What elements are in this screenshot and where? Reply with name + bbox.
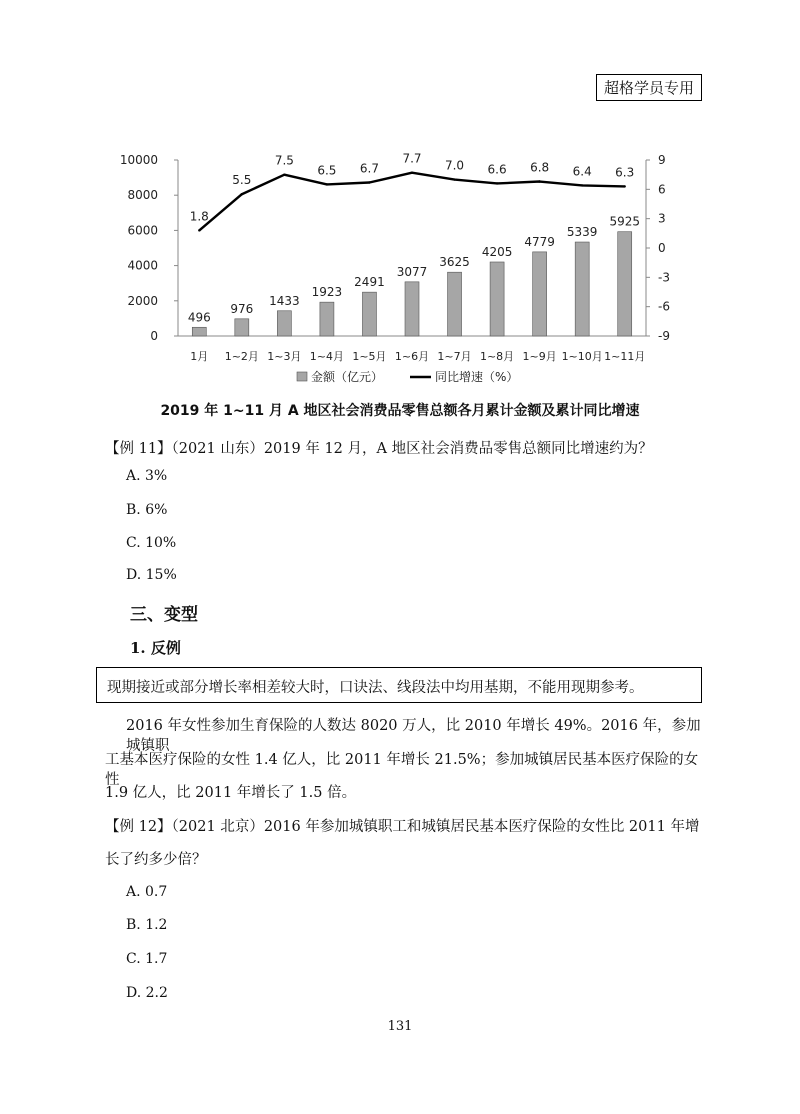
line-data-label: 6.5 bbox=[317, 163, 337, 178]
q11-option-d: D. 15% bbox=[126, 567, 177, 583]
q11-option-a: A. 3% bbox=[126, 468, 168, 484]
bar bbox=[320, 302, 334, 336]
section-heading: 三、变型 bbox=[130, 605, 198, 625]
right-tick-label: 3 bbox=[658, 211, 666, 226]
x-tick-label: 1~2月 bbox=[224, 350, 259, 363]
bar-data-label: 3625 bbox=[439, 255, 470, 270]
legend-bar-swatch bbox=[297, 372, 307, 381]
x-tick-label: 1~9月 bbox=[522, 350, 557, 363]
bar bbox=[192, 327, 206, 336]
left-tick-label: 8000 bbox=[127, 188, 158, 203]
line-data-label: 7.7 bbox=[402, 151, 422, 166]
passage-line-3: 1.9 亿人，比 2011 年增长了 1.5 倍。 bbox=[105, 785, 357, 801]
right-tick-label: 9 bbox=[658, 153, 666, 167]
x-tick-label: 1~7月 bbox=[437, 350, 472, 363]
left-tick-label: 6000 bbox=[127, 223, 158, 238]
line-point bbox=[411, 172, 413, 174]
bar bbox=[362, 292, 376, 336]
x-tick-label: 1~8月 bbox=[479, 350, 515, 363]
line-point bbox=[624, 185, 626, 187]
left-tick-label: 2000 bbox=[127, 293, 158, 308]
line-point bbox=[198, 229, 200, 231]
bar bbox=[448, 272, 462, 336]
q12-option-d: D. 2.2 bbox=[126, 985, 168, 1001]
line-data-label: 6.7 bbox=[359, 161, 380, 176]
passage-line-1: 2016 年女性参加生育保险的人数达 8020 万人，比 2010 年增长 49%。2016 年，参加城镇职 bbox=[126, 718, 701, 754]
question-12-line-2: 长了约多少倍？ bbox=[105, 852, 207, 868]
x-tick-label: 1~10月 bbox=[561, 350, 603, 363]
q11-option-c: C. 10% bbox=[126, 535, 177, 551]
bar bbox=[618, 232, 632, 336]
line-data-label: 7.5 bbox=[274, 153, 294, 168]
left-tick-label: 10000 bbox=[119, 153, 158, 167]
q11-option-b: B. 6% bbox=[126, 502, 168, 518]
left-tick-label: 4000 bbox=[127, 258, 158, 273]
passage-line-2: 工基本医疗保险的女性 1.4 亿人，比 2011 年增长 21.5%；参加城镇居民基本医疗保险的女性 bbox=[105, 752, 699, 788]
question-11-stem: 【例 11】（2021 山东）2019 年 12 月，A 地区社会消费品零售总额同比增速约为？ bbox=[105, 441, 653, 457]
x-tick-label: 1~5月 bbox=[352, 350, 387, 363]
bar bbox=[405, 282, 419, 336]
bar bbox=[235, 319, 249, 336]
right-tick-label: -3 bbox=[658, 270, 670, 285]
line-point bbox=[453, 178, 455, 180]
bar bbox=[533, 252, 547, 336]
x-tick-label: 1月 bbox=[190, 350, 209, 363]
bar-data-label: 4779 bbox=[524, 234, 555, 249]
subsection-heading: 1. 反例 bbox=[130, 639, 181, 657]
legend-line-label: 同比增速（%） bbox=[435, 370, 519, 384]
right-tick-label: -9 bbox=[658, 329, 670, 343]
growth-rate-line bbox=[199, 173, 624, 231]
line-data-label: 7.0 bbox=[444, 158, 465, 173]
right-tick-label: 6 bbox=[658, 182, 666, 197]
left-tick-label: 0 bbox=[150, 329, 158, 343]
line-point bbox=[581, 184, 583, 186]
line-data-label: 6.3 bbox=[615, 165, 635, 180]
line-data-label: 5.5 bbox=[232, 173, 252, 188]
q12-option-c: C. 1.7 bbox=[126, 951, 168, 967]
question-12-line-1: 【例 12】（2021 北京）2016 年参加城镇职工和城镇居民基本医疗保险的女性比 2011 年增 bbox=[105, 819, 700, 835]
bar-data-label: 1433 bbox=[269, 293, 300, 308]
bar-data-label: 5339 bbox=[566, 225, 598, 240]
q12-option-b: B. 1.2 bbox=[126, 917, 168, 933]
x-tick-label: 1~11月 bbox=[604, 350, 646, 363]
line-point bbox=[538, 180, 540, 182]
bar bbox=[490, 262, 504, 336]
q12-option-a: A. 0.7 bbox=[126, 884, 168, 900]
bar-data-label: 2491 bbox=[354, 275, 385, 290]
line-data-label: 6.4 bbox=[572, 164, 592, 179]
bar-data-label: 496 bbox=[187, 310, 211, 325]
chart-caption: 2019 年 1~11 月 A 地区社会消费品零售总额各月累计金额及累计同比增速 bbox=[160, 403, 640, 419]
line-point bbox=[368, 181, 370, 183]
line-point bbox=[241, 193, 243, 195]
bar-data-label: 1923 bbox=[311, 285, 343, 300]
member-only-stamp: 超格学员专用 bbox=[596, 74, 702, 101]
line-data-label: 1.8 bbox=[189, 209, 209, 224]
bar-data-label: 4205 bbox=[481, 244, 513, 259]
legend-bar-label: 金额（亿元） bbox=[311, 370, 384, 384]
line-point bbox=[496, 182, 498, 184]
boxed-note: 现期接近或部分增长率相差较大时，口诀法、线段法中均用基期，不能用现期参考。 bbox=[96, 667, 702, 703]
line-point bbox=[283, 173, 285, 175]
right-tick-label: -6 bbox=[658, 299, 670, 314]
x-tick-label: 1~4月 bbox=[309, 350, 345, 363]
right-tick-label: 0 bbox=[658, 241, 666, 255]
bar-data-label: 3077 bbox=[396, 264, 428, 279]
bar bbox=[277, 311, 291, 336]
page-number: 131 bbox=[387, 1019, 413, 1034]
line-data-label: 6.6 bbox=[487, 162, 507, 177]
bar-data-label: 5925 bbox=[609, 214, 641, 229]
bar bbox=[575, 242, 589, 336]
x-tick-label: 1~6月 bbox=[394, 350, 430, 363]
x-tick-label: 1~3月 bbox=[267, 350, 302, 363]
line-data-label: 6.8 bbox=[530, 160, 550, 175]
sales-chart bbox=[100, 140, 680, 395]
bar-data-label: 976 bbox=[230, 301, 254, 316]
line-point bbox=[326, 183, 328, 185]
